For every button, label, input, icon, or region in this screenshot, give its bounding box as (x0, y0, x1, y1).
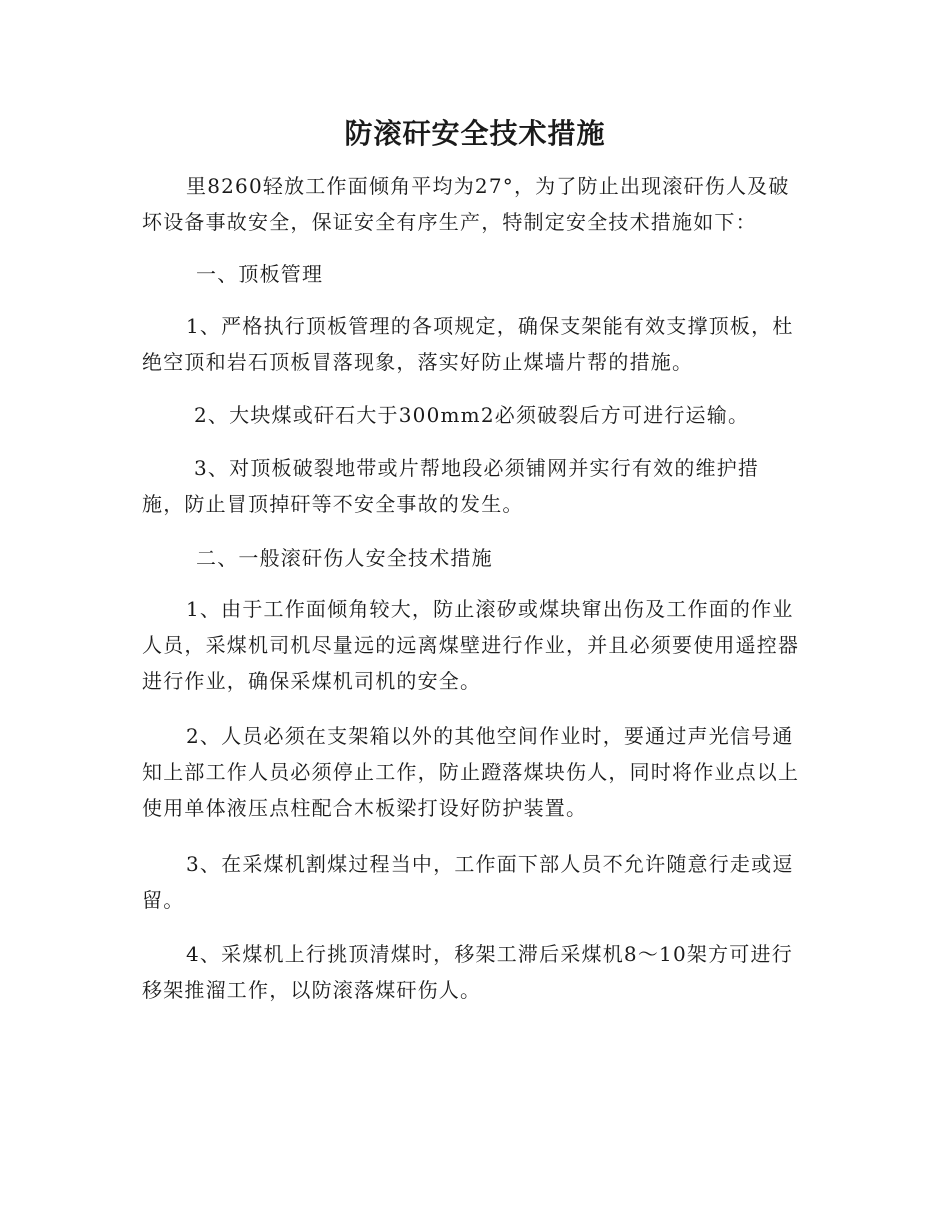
roof-item-3: 3、对顶板破裂地带或片帮地段必须铺网并实行有效的维护措施，防止冒顶掉矸等不安全事故的发生。 (142, 456, 760, 516)
section-heading-rolling-rock: 二、一般滚矸伤人安全技术措施 (196, 546, 493, 570)
rolling-rock-item-2: 2、人员必须在支架箱以外的其他空间作业时，要通过声光信号通知上部工作人员必须停止工作，防止蹬落煤块伤人，同时将作业点以上使用单体液压点柱配合木板梁打设好防护装置。 (142, 724, 800, 820)
rolling-rock-item-3: 3、在采煤机割煤过程当中，工作面下部人员不允许随意行走或逗留。 (142, 852, 794, 912)
document-title: 防滚矸安全技术措施 (344, 117, 606, 150)
section-heading-roof: 一、顶板管理 (196, 262, 324, 286)
rolling-rock-item-4: 4、采煤机上行挑顶清煤时，移架工滞后采煤机8～10架方可进行移架推溜工作，以防滚落煤矸伤人。 (142, 942, 793, 1002)
roof-item-1: 1、严格执行顶板管理的各项规定，确保支架能有效支撑顶板，杜绝空顶和岩石顶板冒落现象，落实好防止煤墙片帮的措施。 (142, 314, 794, 374)
intro-paragraph: 里8260轻放工作面倾角平均为27°，为了防止出现滚矸伤人及破坏设备事故安全，保证安全有序生产，特制定安全技术措施如下： (142, 174, 790, 234)
rolling-rock-item-1: 1、由于工作面倾角较大，防止滚矽或煤块窜出伤及工作面的作业人员，采煤机司机尽量远的远离煤壁进行作业，并且必须要使用遥控器进行作业，确保采煤机司机的安全。 (142, 597, 800, 693)
roof-item-2: 2、大块煤或矸石大于300mm2必须破裂后方可进行运输。 (194, 403, 750, 427)
